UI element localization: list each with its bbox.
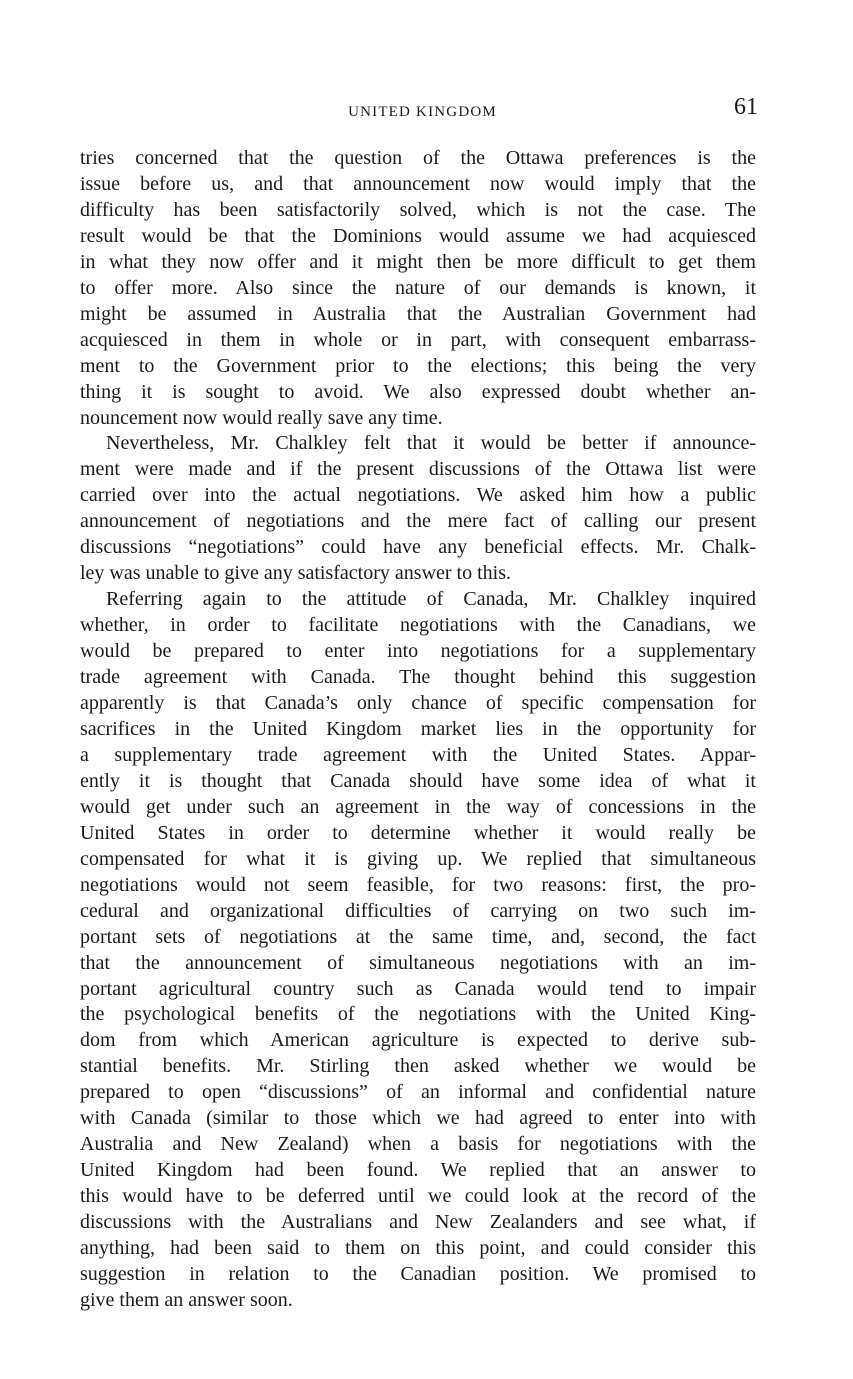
text-line: anything, had been said to them on this point, and could consider this bbox=[80, 1237, 756, 1260]
text-line: suggestion in relation to the Canadian position. We promised to bbox=[80, 1262, 756, 1285]
text-line: ley was unable to give any satisfactory answer to this. bbox=[80, 562, 511, 585]
text-line: this would have to be deferred until we could look at the record of the bbox=[80, 1185, 756, 1208]
paragraph bbox=[80, 587, 756, 1314]
text-line: apparently is that Canada’s only chance of specific compensation for bbox=[80, 692, 756, 715]
text-line: a supplementary trade agreement with the United States. Appar- bbox=[80, 743, 756, 766]
body-text bbox=[80, 146, 756, 1314]
page-number: 61 bbox=[734, 94, 758, 120]
text-line: to offer more. Also since the nature of our demands is known, it bbox=[80, 276, 756, 299]
text-line: nouncement now would really save any time. bbox=[80, 406, 443, 429]
text-line: cedural and organizational difficulties of carrying on two such im- bbox=[80, 899, 756, 922]
text-line: announcement of negotiations and the mere fact of calling our present bbox=[80, 510, 756, 533]
text-line: United Kingdom had been found. We replied that an answer to bbox=[80, 1159, 756, 1182]
text-line: discussions “negotiations” could have any beneficial effects. Mr. Chalk- bbox=[80, 536, 756, 559]
text-line: might be assumed in Australia that the Australian Government had bbox=[80, 302, 756, 325]
running-head-title: UNITED KINGDOM bbox=[348, 104, 497, 120]
text-line: acquiesced in them in whole or in part, with consequent embarrass- bbox=[80, 328, 756, 351]
text-line: ently it is thought that Canada should have some idea of what it bbox=[80, 769, 756, 792]
text-line: carried over into the actual negotiations. We asked him how a public bbox=[80, 484, 756, 507]
text-line: United States in order to determine whether it would really be bbox=[80, 821, 756, 844]
paragraph bbox=[80, 431, 756, 587]
text-line: Referring again to the attitude of Canada, Mr. Chalkley inquired bbox=[106, 588, 756, 611]
text-line: portant sets of negotiations at the same time, and, second, the fact bbox=[80, 925, 756, 948]
text-line: the psychological benefits of the negotiations with the United King- bbox=[80, 1003, 756, 1026]
text-line: Nevertheless, Mr. Chalkley felt that it would be better if announce- bbox=[106, 432, 756, 455]
text-line: result would be that the Dominions would assume we had acquiesced bbox=[80, 224, 756, 247]
text-line: ment were made and if the present discussions of the Ottawa list were bbox=[80, 458, 756, 481]
text-line: that the announcement of simultaneous negotiations with an im- bbox=[80, 951, 756, 974]
text-line: give them an answer soon. bbox=[80, 1288, 293, 1311]
running-head bbox=[0, 94, 853, 134]
text-line: ment to the Government prior to the elections; this being the very bbox=[80, 354, 756, 377]
text-line: discussions with the Australians and New Zealanders and see what, if bbox=[80, 1211, 756, 1234]
text-line: in what they now offer and it might then be more difficult to get them bbox=[80, 250, 756, 273]
text-line: stantial benefits. Mr. Stirling then asked whether we would be bbox=[80, 1055, 756, 1078]
text-line: sacrifices in the United Kingdom market lies in the opportunity for bbox=[80, 717, 756, 740]
text-line: thing it is sought to avoid. We also expressed doubt whether an- bbox=[80, 380, 756, 403]
text-line: negotiations would not seem feasible, for two reasons: first, the pro- bbox=[80, 873, 756, 896]
text-line: compensated for what it is giving up. We replied that simultaneous bbox=[80, 847, 756, 870]
text-line: dom from which American agriculture is expected to derive sub- bbox=[80, 1029, 756, 1052]
text-line: would be prepared to enter into negotiations for a supplementary bbox=[80, 640, 756, 663]
text-line: would get under such an agreement in the way of concessions in the bbox=[80, 795, 756, 818]
text-line: issue before us, and that announcement now would imply that the bbox=[80, 172, 756, 195]
paragraph bbox=[80, 146, 756, 431]
text-line: portant agricultural country such as Canada would tend to impair bbox=[80, 977, 756, 1000]
text-line: prepared to open “discussions” of an informal and confidential nature bbox=[80, 1081, 756, 1104]
text-line: tries concerned that the question of the Ottawa preferences is the bbox=[80, 147, 756, 169]
text-line: Australia and New Zealand) when a basis for negotiations with the bbox=[80, 1133, 756, 1156]
text-line: with Canada (similar to those which we had agreed to enter into with bbox=[80, 1107, 756, 1130]
text-line: trade agreement with Canada. The thought behind this suggestion bbox=[80, 666, 756, 689]
text-line: whether, in order to facilitate negotiations with the Canadians, we bbox=[80, 614, 756, 637]
text-line: difficulty has been satisfactorily solved, which is not the case. The bbox=[80, 198, 756, 221]
